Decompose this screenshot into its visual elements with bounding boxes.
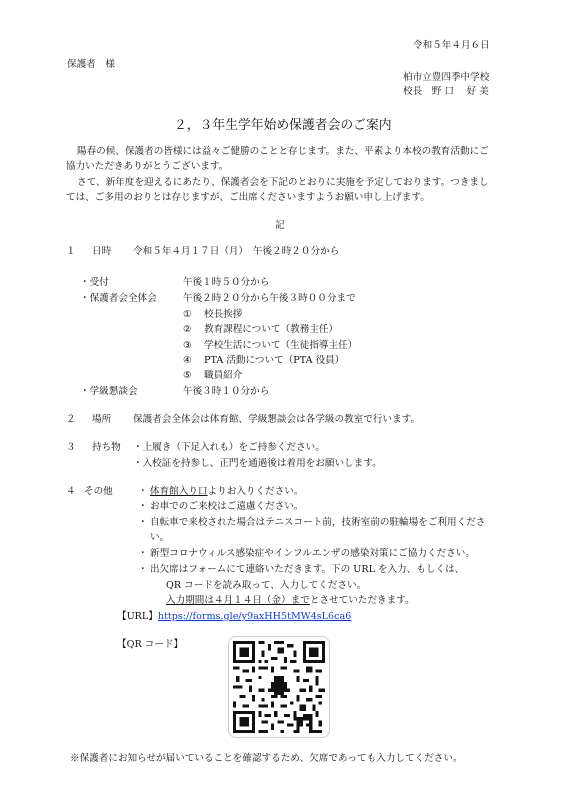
recipient: 保護者 様 [67,59,115,70]
other-item-2: お車でのご来校はご遠慮ください。 [150,501,304,512]
agenda-item-number: ④ [183,355,192,366]
general-meeting-time: 午後２時２０分から午後３時００分まで [183,293,356,304]
agenda-item-text: 校長挨拶 [204,309,243,320]
footer-note: ※保護者にお知らせが届いていることを確認するため、欠席であっても入力してください。 [70,753,463,764]
bullet: ・ [138,564,148,575]
intro-paragraph-1-line-2: 協力いただきありがとうございます。 [66,161,229,172]
section-place-label: 場所 [92,414,112,425]
section-belongings-label: 持ち物 [92,442,121,453]
other-item-3-line-1: 自転車で来校された場合はテニスコート前，技術室前の駐輪場をご利用くださ [150,517,486,528]
section-place-value: 保護者会全体会は体育館、学級懇談会は各学級の教室で行います。 [133,414,421,425]
section-date-label: 日時 [92,246,112,257]
agenda-item-number: ⑤ [183,370,192,381]
other-item-3-line-2: い。 [150,532,170,543]
intro-paragraph-2-line-1: さて、新年度を迎えるにあたり、保護者会を下記のとおりに実施を予定しております。つきまし [77,177,489,188]
class-meeting-label: ・学級懇談会 [80,386,138,397]
agenda-item-number: ② [183,324,192,335]
other-item-5-line-1: 出欠席はフォームにて連絡いただきます。下の URL を入力、もしくは、 [150,564,465,575]
bullet: ・ [138,517,148,528]
deadline-underlined: 入力期間は４月１４日（金）まで [166,595,310,606]
qr-finder-top-left [233,641,255,663]
belongings-item: ・入校証を持参し、正門を通過後は着用をお願いします。 [133,458,382,469]
qr-finder-top-right [303,641,325,663]
qr-code[interactable] [233,641,325,733]
belongings-item: ・上履き（下足入れも）をご持参ください。 [133,442,325,453]
qr-code-frame [228,636,330,738]
intro-paragraph-2-line-2: ては、ご多用のおりとは存じますが、ご出席くださいますようお願い申し上げます。 [66,192,430,203]
entrance-underlined: 体育館入り口 [150,486,208,497]
other-item-5-line-3: 入力期間は４月１４日（金）までとさせていただきます。 [166,595,415,606]
reception-time: 午後１時５０分から [183,277,270,288]
agenda-item-number: ① [183,309,192,320]
document-date: 令和５年４月６日 [413,40,490,51]
school-name: 柏市立豊四季中学校 [403,72,490,83]
url-line [117,611,351,623]
agenda-item-text: PTA 活動について（PTA 役員） [204,355,345,366]
agenda-item-text: 教育課程について（教務主任） [204,324,339,335]
form-link[interactable]: https://forms.gle/y9axHH5tMW4sL6ca6 [157,611,352,622]
url-label: 【URL】 [117,611,158,622]
agenda-item-number: ③ [183,340,192,351]
bullet: ・ [138,486,148,497]
other-item-4: 新型コロナウィルス感染症やインフルエンザの感染対策にご協力ください。 [150,548,475,559]
section-other-number: ４ [66,486,76,497]
section-date-number: １ [66,246,76,257]
section-other-label: その他 [84,486,113,497]
class-meeting-time: 午後３時１０分から [183,386,270,397]
section-place-number: ２ [66,414,76,425]
qr-label: 【QR コード】 [117,639,184,650]
agenda-item-text: 職員紹介 [204,370,243,381]
intro-paragraph-1-line-1: 陽春の候、保護者の皆様には益々ご健勝のことと存じます。また、平素より本校の教育活動にご [77,146,489,157]
ki-heading: 記 [275,220,285,231]
section-date-value: 令和５年４月１７日（月） 午後２時２０分から [133,246,340,257]
principal-name: 校長 野 口 好 美 [403,86,489,97]
general-meeting-label: ・保護者会全体会 [80,293,157,304]
qr-finder-bottom-left [233,711,255,733]
bullet: ・ [138,501,148,512]
other-item-5-line-2: QR コードを読み取って、入力してください。 [166,580,367,591]
section-belongings-number: ３ [66,442,76,453]
page-title: ２，３年生学年始め保護者会のご案内 [174,118,392,133]
bullet: ・ [138,548,148,559]
other-item-1: 体育館入り口よりお入りください。 [150,486,304,497]
reception-label: ・受付 [80,277,109,288]
agenda-item-text: 学校生活について（生徒指導主任） [204,340,358,351]
